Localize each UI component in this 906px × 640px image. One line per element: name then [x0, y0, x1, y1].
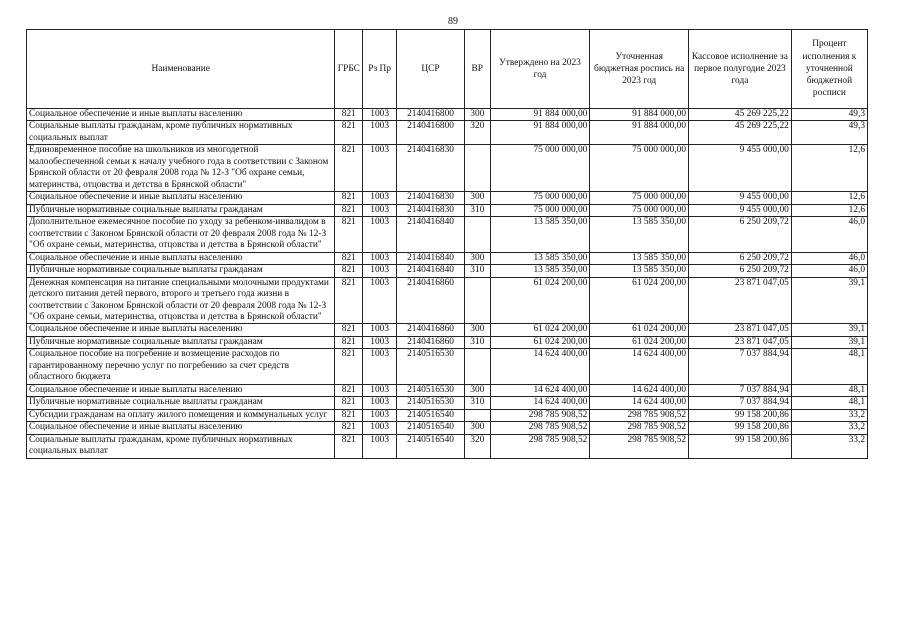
- header-approved: Утверждено на 2023 год: [490, 30, 590, 109]
- header-specified: Уточненная бюджетная роспись на 2023 год: [590, 30, 689, 109]
- header-rzpr: Рз Пр: [363, 30, 397, 109]
- cell-percent: 12,6: [791, 204, 867, 216]
- cell-specified: 91 884 000,00: [590, 109, 689, 121]
- cell-csr: 2140416840: [397, 252, 465, 264]
- table-row: [27, 121, 868, 145]
- cell-vr: 310: [464, 336, 490, 348]
- cell-csr: 2140416830: [397, 192, 465, 204]
- cell-csr: 2140416860: [397, 277, 465, 324]
- cell-percent: 49,3: [791, 109, 867, 121]
- cell-executed: 23 871 047,05: [689, 336, 792, 348]
- cell-rzpr: 1003: [363, 217, 397, 252]
- cell-percent: 48,1: [791, 384, 867, 396]
- cell-specified: 13 585 350,00: [590, 252, 689, 264]
- cell-grbs: 821: [335, 252, 363, 264]
- cell-vr: 300: [464, 192, 490, 204]
- cell-grbs: 821: [335, 349, 363, 384]
- cell-approved: 14 624 400,00: [490, 384, 590, 396]
- cell-executed: 45 269 225,22: [689, 109, 792, 121]
- cell-approved: 298 785 908,52: [490, 409, 590, 421]
- cell-approved: 91 884 000,00: [490, 109, 590, 121]
- cell-approved: 13 585 350,00: [490, 252, 590, 264]
- cell-percent: 39,1: [791, 277, 867, 324]
- cell-grbs: 821: [335, 324, 363, 336]
- table-row: [27, 277, 868, 324]
- cell-name: Публичные нормативные социальные выплаты гражданам: [27, 204, 335, 216]
- table-row: [27, 434, 868, 458]
- cell-grbs: 821: [335, 422, 363, 434]
- cell-executed: 9 455 000,00: [689, 204, 792, 216]
- table-row: [27, 349, 868, 384]
- cell-specified: 13 585 350,00: [590, 217, 689, 252]
- cell-grbs: 821: [335, 336, 363, 348]
- cell-rzpr: 1003: [363, 384, 397, 396]
- cell-rzpr: 1003: [363, 336, 397, 348]
- table-row: [27, 409, 868, 421]
- cell-name: Социальное обеспечение и иные выплаты населению: [27, 384, 335, 396]
- cell-rzpr: 1003: [363, 204, 397, 216]
- cell-name: Социальное обеспечение и иные выплаты населению: [27, 109, 335, 121]
- cell-approved: 61 024 200,00: [490, 324, 590, 336]
- cell-name: Публичные нормативные социальные выплаты гражданам: [27, 265, 335, 277]
- cell-vr: [464, 217, 490, 252]
- cell-approved: 14 624 400,00: [490, 349, 590, 384]
- cell-specified: 298 785 908,52: [590, 409, 689, 421]
- cell-name: Социальные выплаты гражданам, кроме публичных нормативных социальных выплат: [27, 434, 335, 458]
- cell-percent: 33,2: [791, 434, 867, 458]
- cell-csr: 2140416830: [397, 204, 465, 216]
- budget-table: [26, 29, 868, 459]
- cell-rzpr: 1003: [363, 265, 397, 277]
- cell-rzpr: 1003: [363, 434, 397, 458]
- cell-grbs: 821: [335, 384, 363, 396]
- table-row: [27, 145, 868, 192]
- cell-percent: 48,1: [791, 397, 867, 409]
- cell-executed: 9 455 000,00: [689, 192, 792, 204]
- cell-name: Социальные выплаты гражданам, кроме публичных нормативных социальных выплат: [27, 121, 335, 145]
- cell-approved: 75 000 000,00: [490, 204, 590, 216]
- cell-executed: 7 037 884,94: [689, 384, 792, 396]
- cell-vr: [464, 349, 490, 384]
- cell-name: Дополнительное ежемесячное пособие по уходу за ребенком-инвалидом в соответствии с Законом Брянской области от 20 февраля 2008 года № 12-З "Об охране семьи, материнства, отцовства и детства в Брянской области": [27, 217, 335, 252]
- cell-vr: 300: [464, 422, 490, 434]
- cell-specified: 298 785 908,52: [590, 434, 689, 458]
- cell-name: Единовременное пособие на школьников из многодетной малообеспеченной семьи к началу учебного года в соответствии с Законом Брянской области от 20 февраля 2008 года № 12-З "Об охране семьи, материнства, отцовства и детства в Брянской области": [27, 145, 335, 192]
- header-percent: Процент исполнения к уточненной бюджетной росписи: [791, 30, 867, 109]
- table-row: [27, 109, 868, 121]
- cell-approved: 13 585 350,00: [490, 217, 590, 252]
- cell-vr: 300: [464, 109, 490, 121]
- cell-specified: 61 024 200,00: [590, 277, 689, 324]
- cell-name: Субсидии гражданам на оплату жилого помещения и коммунальных услуг: [27, 409, 335, 421]
- table-row: [27, 397, 868, 409]
- cell-rzpr: 1003: [363, 409, 397, 421]
- cell-vr: 320: [464, 121, 490, 145]
- cell-name: Социальное обеспечение и иные выплаты населению: [27, 422, 335, 434]
- cell-executed: 7 037 884,94: [689, 397, 792, 409]
- cell-name: Публичные нормативные социальные выплаты гражданам: [27, 336, 335, 348]
- cell-vr: [464, 409, 490, 421]
- cell-csr: 2140416840: [397, 265, 465, 277]
- cell-csr: 2140516540: [397, 409, 465, 421]
- cell-grbs: 821: [335, 217, 363, 252]
- cell-rzpr: 1003: [363, 121, 397, 145]
- cell-specified: 14 624 400,00: [590, 349, 689, 384]
- cell-rzpr: 1003: [363, 109, 397, 121]
- cell-executed: 99 158 200,86: [689, 434, 792, 458]
- cell-grbs: 821: [335, 277, 363, 324]
- cell-name: Денежная компенсация на питание специальными молочными продуктами детского питания детей первого, второго и третьего года жизни в соответствии с Законом Брянской области от 20 февраля 2008 года № 12-З "Об охране семьи, материнства, отцовства и детства в Брянской области": [27, 277, 335, 324]
- cell-vr: 310: [464, 397, 490, 409]
- cell-specified: 91 884 000,00: [590, 121, 689, 145]
- cell-name: Социальное пособие на погребение и возмещение расходов по гарантированному перечню услуг по погребению за счет средств областного бюджета: [27, 349, 335, 384]
- page-number: 89: [448, 16, 458, 27]
- cell-approved: 75 000 000,00: [490, 145, 590, 192]
- table-row: [27, 265, 868, 277]
- cell-grbs: 821: [335, 121, 363, 145]
- cell-executed: 6 250 209,72: [689, 265, 792, 277]
- cell-csr: 2140416840: [397, 217, 465, 252]
- cell-grbs: 821: [335, 409, 363, 421]
- cell-grbs: 821: [335, 434, 363, 458]
- cell-percent: 46,0: [791, 252, 867, 264]
- cell-percent: 46,0: [791, 217, 867, 252]
- cell-name: Социальное обеспечение и иные выплаты населению: [27, 252, 335, 264]
- header-name: Наименование: [27, 30, 335, 109]
- cell-vr: 300: [464, 324, 490, 336]
- cell-specified: 61 024 200,00: [590, 324, 689, 336]
- cell-approved: 91 884 000,00: [490, 121, 590, 145]
- cell-csr: 2140416860: [397, 336, 465, 348]
- cell-executed: 99 158 200,86: [689, 409, 792, 421]
- header-executed: Кассовое исполнение за первое полугодие 2023 года: [689, 30, 792, 109]
- table-row: [27, 217, 868, 252]
- cell-specified: 13 585 350,00: [590, 265, 689, 277]
- cell-approved: 75 000 000,00: [490, 192, 590, 204]
- cell-grbs: 821: [335, 397, 363, 409]
- cell-specified: 14 624 400,00: [590, 397, 689, 409]
- table-row: [27, 252, 868, 264]
- cell-specified: 61 024 200,00: [590, 336, 689, 348]
- cell-executed: 7 037 884,94: [689, 349, 792, 384]
- cell-specified: 298 785 908,52: [590, 422, 689, 434]
- cell-percent: 39,1: [791, 336, 867, 348]
- cell-csr: 2140516540: [397, 422, 465, 434]
- cell-executed: 45 269 225,22: [689, 121, 792, 145]
- cell-specified: 75 000 000,00: [590, 145, 689, 192]
- cell-rzpr: 1003: [363, 252, 397, 264]
- cell-executed: 6 250 209,72: [689, 217, 792, 252]
- cell-vr: [464, 277, 490, 324]
- cell-rzpr: 1003: [363, 349, 397, 384]
- cell-grbs: 821: [335, 145, 363, 192]
- header-csr: ЦСР: [397, 30, 465, 109]
- header-vr: ВР: [464, 30, 490, 109]
- cell-rzpr: 1003: [363, 277, 397, 324]
- table-row: [27, 384, 868, 396]
- cell-executed: 99 158 200,86: [689, 422, 792, 434]
- cell-csr: 2140416800: [397, 121, 465, 145]
- cell-grbs: 821: [335, 204, 363, 216]
- table-row: [27, 324, 868, 336]
- cell-grbs: 821: [335, 109, 363, 121]
- table-row: [27, 204, 868, 216]
- cell-rzpr: 1003: [363, 397, 397, 409]
- cell-percent: 12,6: [791, 192, 867, 204]
- cell-specified: 75 000 000,00: [590, 192, 689, 204]
- cell-executed: 23 871 047,05: [689, 324, 792, 336]
- cell-rzpr: 1003: [363, 422, 397, 434]
- cell-vr: 310: [464, 265, 490, 277]
- cell-csr: 2140516530: [397, 349, 465, 384]
- cell-percent: 49,3: [791, 121, 867, 145]
- cell-csr: 2140416830: [397, 145, 465, 192]
- cell-percent: 48,1: [791, 349, 867, 384]
- cell-vr: 300: [464, 384, 490, 396]
- cell-approved: 298 785 908,52: [490, 422, 590, 434]
- cell-executed: 6 250 209,72: [689, 252, 792, 264]
- cell-grbs: 821: [335, 265, 363, 277]
- cell-approved: 14 624 400,00: [490, 397, 590, 409]
- cell-approved: 13 585 350,00: [490, 265, 590, 277]
- cell-vr: 310: [464, 204, 490, 216]
- table-row: [27, 192, 868, 204]
- cell-vr: 320: [464, 434, 490, 458]
- header-grbs: ГРБС: [335, 30, 363, 109]
- cell-percent: 46,0: [791, 265, 867, 277]
- cell-rzpr: 1003: [363, 324, 397, 336]
- cell-approved: 298 785 908,52: [490, 434, 590, 458]
- cell-csr: 2140416860: [397, 324, 465, 336]
- cell-specified: 75 000 000,00: [590, 204, 689, 216]
- cell-approved: 61 024 200,00: [490, 277, 590, 324]
- table-row: [27, 336, 868, 348]
- cell-percent: 12,6: [791, 145, 867, 192]
- cell-csr: 2140516530: [397, 384, 465, 396]
- cell-percent: 33,2: [791, 422, 867, 434]
- cell-percent: 33,2: [791, 409, 867, 421]
- table-header: [27, 30, 868, 109]
- cell-csr: 2140516540: [397, 434, 465, 458]
- cell-csr: 2140516530: [397, 397, 465, 409]
- cell-name: Социальное обеспечение и иные выплаты населению: [27, 192, 335, 204]
- table-body: [27, 109, 868, 459]
- cell-executed: 9 455 000,00: [689, 145, 792, 192]
- cell-rzpr: 1003: [363, 192, 397, 204]
- cell-rzpr: 1003: [363, 145, 397, 192]
- table-row: [27, 422, 868, 434]
- cell-vr: 300: [464, 252, 490, 264]
- cell-vr: [464, 145, 490, 192]
- cell-grbs: 821: [335, 192, 363, 204]
- cell-executed: 23 871 047,05: [689, 277, 792, 324]
- cell-name: Публичные нормативные социальные выплаты гражданам: [27, 397, 335, 409]
- cell-approved: 61 024 200,00: [490, 336, 590, 348]
- cell-percent: 39,1: [791, 324, 867, 336]
- cell-csr: 2140416800: [397, 109, 465, 121]
- cell-specified: 14 624 400,00: [590, 384, 689, 396]
- cell-name: Социальное обеспечение и иные выплаты населению: [27, 324, 335, 336]
